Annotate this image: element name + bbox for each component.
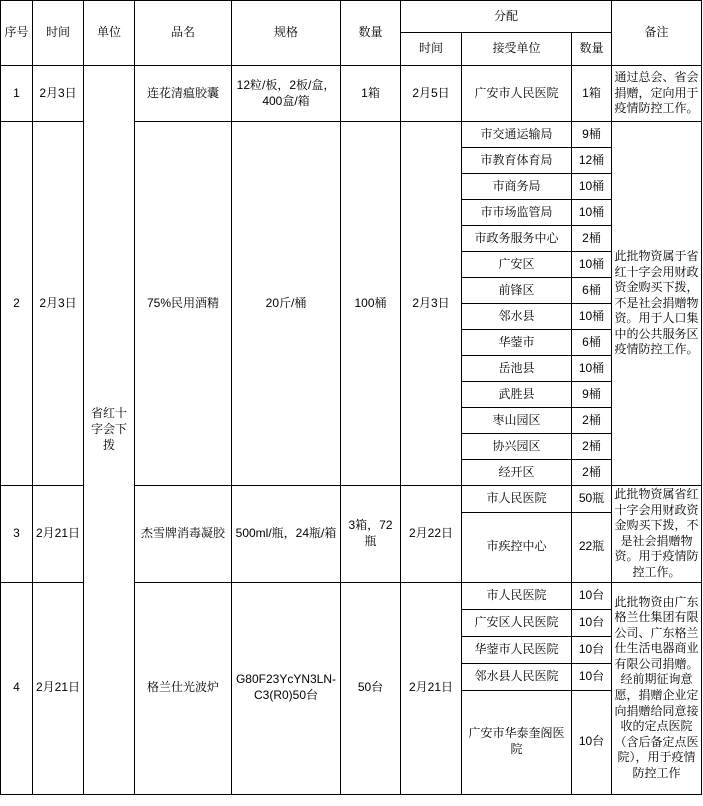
row-qty: 100桶 bbox=[341, 122, 401, 486]
row-time: 2月3日 bbox=[33, 66, 84, 122]
row-spec: 12粒/板，2板/盒，400盒/箱 bbox=[232, 66, 341, 122]
alloc-recipient: 广安市人民医院 bbox=[462, 66, 572, 122]
alloc-recipient: 市疾控中心 bbox=[462, 512, 572, 582]
row-product: 杰雪牌消毒凝胶 bbox=[135, 486, 232, 583]
alloc-recipient: 市交通运输局 bbox=[462, 122, 572, 148]
alloc-qty: 12桶 bbox=[572, 148, 612, 174]
alloc-recipient: 广安区 bbox=[462, 252, 572, 278]
row-remark: 此批物资由广东格兰仕集团有限公司、广东格兰仕生活电器商业有限公司捐赠。经前期征询意愿，捐赠企业定向捐赠给同意接收的定点医院（含后备定点医院），用于疫情防控工作 bbox=[612, 582, 702, 794]
alloc-time: 2月5日 bbox=[401, 66, 462, 122]
row-no: 2 bbox=[1, 122, 33, 486]
alloc-qty: 2桶 bbox=[572, 460, 612, 486]
alloc-qty: 10台 bbox=[572, 636, 612, 663]
alloc-recipient: 市教育体育局 bbox=[462, 148, 572, 174]
header-spec: 规格 bbox=[232, 1, 341, 66]
row-qty: 50台 bbox=[341, 582, 401, 794]
alloc-qty: 10台 bbox=[572, 582, 612, 609]
header-alloc-time: 时间 bbox=[401, 33, 462, 66]
header-time: 时间 bbox=[33, 1, 84, 66]
header-qty: 数量 bbox=[341, 1, 401, 66]
row-spec: G80F23YcYN3LN-C3(R0)50台 bbox=[232, 582, 341, 794]
alloc-qty: 10桶 bbox=[572, 174, 612, 200]
row-time: 2月3日 bbox=[33, 122, 84, 486]
header-alloc-qty: 数量 bbox=[572, 33, 612, 66]
alloc-qty: 10台 bbox=[572, 690, 612, 794]
row-qty: 1箱 bbox=[341, 66, 401, 122]
alloc-qty: 9桶 bbox=[572, 122, 612, 148]
alloc-qty: 22瓶 bbox=[572, 512, 612, 582]
alloc-qty: 10桶 bbox=[572, 356, 612, 382]
alloc-recipient: 经开区 bbox=[462, 460, 572, 486]
header-alloc-group: 分配 bbox=[401, 1, 612, 33]
alloc-recipient: 市人民医院 bbox=[462, 582, 572, 609]
row-spec: 500ml/瓶，24瓶/箱 bbox=[232, 486, 341, 583]
unit-merged-cell: 省红十字会下拨 bbox=[84, 66, 135, 795]
header-remark: 备注 bbox=[612, 1, 702, 66]
header-product: 品名 bbox=[135, 1, 232, 66]
row-product: 75%民用酒精 bbox=[135, 122, 232, 486]
header-unit: 单位 bbox=[84, 1, 135, 66]
alloc-qty: 2桶 bbox=[572, 434, 612, 460]
alloc-qty: 2桶 bbox=[572, 408, 612, 434]
alloc-qty: 6桶 bbox=[572, 278, 612, 304]
alloc-recipient: 华蓥市 bbox=[462, 330, 572, 356]
alloc-recipient: 枣山园区 bbox=[462, 408, 572, 434]
row-remark: 此批物资属省红十字会用财政资金购买下拨，不是社会捐赠物资。用于疫情防控工作。 bbox=[612, 486, 702, 583]
alloc-recipient: 武胜县 bbox=[462, 382, 572, 408]
alloc-recipient: 广安区人民医院 bbox=[462, 609, 572, 636]
alloc-time: 2月3日 bbox=[401, 122, 462, 486]
alloc-time: 2月21日 bbox=[401, 582, 462, 794]
row-no: 1 bbox=[1, 66, 33, 122]
row-remark: 此批物资属于省红十字会用财政资金购买下拨，不是社会捐赠物资。用于人口集中的公共服务区疫情防控工作。 bbox=[612, 122, 702, 486]
alloc-qty: 1箱 bbox=[572, 66, 612, 122]
alloc-recipient: 市商务局 bbox=[462, 174, 572, 200]
table-row bbox=[1, 66, 702, 122]
alloc-qty: 9桶 bbox=[572, 382, 612, 408]
alloc-recipient: 市政务服务中心 bbox=[462, 226, 572, 252]
alloc-qty: 10台 bbox=[572, 609, 612, 636]
alloc-qty: 10桶 bbox=[572, 304, 612, 330]
alloc-recipient: 华蓥市人民医院 bbox=[462, 636, 572, 663]
row-product: 连花清瘟胶囊 bbox=[135, 66, 232, 122]
row-qty: 3箱，72瓶 bbox=[341, 486, 401, 583]
header-no: 序号 bbox=[1, 1, 33, 66]
alloc-qty: 50瓶 bbox=[572, 486, 612, 513]
alloc-qty: 10台 bbox=[572, 663, 612, 690]
header-alloc-recipient: 接受单位 bbox=[462, 33, 572, 66]
row-product: 格兰仕光波炉 bbox=[135, 582, 232, 794]
alloc-recipient: 市市场监管局 bbox=[462, 200, 572, 226]
alloc-recipient: 前锋区 bbox=[462, 278, 572, 304]
row-spec: 20斤/桶 bbox=[232, 122, 341, 486]
alloc-recipient: 邻水县人民医院 bbox=[462, 663, 572, 690]
row-time: 2月21日 bbox=[33, 486, 84, 583]
alloc-qty: 10桶 bbox=[572, 200, 612, 226]
alloc-qty: 10桶 bbox=[572, 252, 612, 278]
alloc-recipient: 岳池县 bbox=[462, 356, 572, 382]
alloc-recipient: 市人民医院 bbox=[462, 486, 572, 513]
row-time: 2月21日 bbox=[33, 582, 84, 794]
row-no: 4 bbox=[1, 582, 33, 794]
alloc-time: 2月22日 bbox=[401, 486, 462, 583]
alloc-recipient: 广安市华泰奎阁医院 bbox=[462, 690, 572, 794]
alloc-recipient: 邻水县 bbox=[462, 304, 572, 330]
row-no: 3 bbox=[1, 486, 33, 583]
alloc-qty: 6桶 bbox=[572, 330, 612, 356]
alloc-qty: 2桶 bbox=[572, 226, 612, 252]
alloc-recipient: 协兴园区 bbox=[462, 434, 572, 460]
row-remark: 通过总会、省会捐赠，定向用于疫情防控工作。 bbox=[612, 66, 702, 122]
